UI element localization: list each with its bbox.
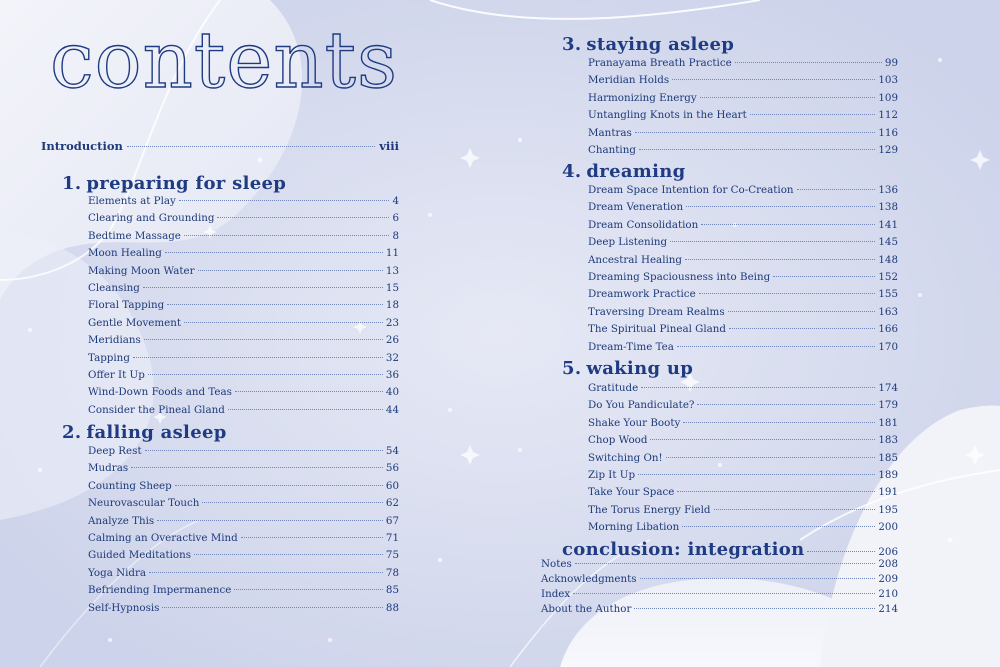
dot-leader [228, 409, 383, 410]
entry-title: Calming an Overactive Mind [88, 531, 238, 544]
dot-leader [641, 387, 875, 388]
back-matter-entries [541, 557, 898, 617]
entry-page: 163 [878, 305, 898, 318]
entry-title: Switching On! [588, 451, 663, 464]
entry-title: Notes [541, 558, 572, 570]
toc-entry[interactable] [88, 402, 399, 419]
toc-entry[interactable] [88, 210, 399, 227]
entry-page: viii [379, 139, 399, 153]
dot-leader [198, 270, 383, 271]
entry-page: 67 [385, 514, 399, 527]
section-entries [588, 55, 898, 159]
toc-entry[interactable] [588, 182, 898, 199]
entry-page: 166 [878, 323, 898, 336]
entry-title: Meridian Holds [588, 74, 670, 87]
toc-entry[interactable] [88, 332, 399, 349]
toc-entry[interactable] [88, 582, 399, 599]
dot-leader [807, 551, 875, 552]
dot-leader [131, 467, 383, 468]
entry-page: 155 [878, 288, 898, 301]
dot-leader [573, 593, 875, 594]
entry-page: 60 [385, 479, 399, 492]
dot-leader [234, 589, 383, 590]
section-title: staying asleep [586, 34, 735, 55]
entry-title: Dream Veneration [588, 201, 684, 214]
section-number: 5. [562, 358, 582, 379]
entry-title: Guided Meditations [88, 549, 192, 562]
entry-title: Neurovascular Touch [88, 497, 200, 510]
entry-title: Gratitude [588, 382, 639, 394]
entry-page: 15 [385, 281, 399, 294]
entry-page: 183 [878, 434, 898, 447]
entry-title: Self-Hypnosis [88, 601, 160, 614]
section-entries [588, 380, 898, 537]
dot-leader [700, 97, 876, 98]
entry-page: 99 [884, 57, 898, 69]
dot-leader [202, 502, 382, 503]
entry-page: 145 [878, 236, 898, 249]
entry-title: Elements at Play [88, 195, 176, 207]
dot-leader [677, 346, 875, 347]
entry-page: 170 [878, 340, 898, 353]
toc-entry[interactable] [588, 234, 898, 251]
entry-page: 13 [385, 264, 399, 277]
toc-entry[interactable] [88, 297, 399, 314]
toc-entry-introduction[interactable] [41, 139, 399, 153]
entry-title: Zip It Up [588, 468, 636, 481]
entry-title: Acknowledgments [541, 573, 637, 585]
entry-page: 32 [385, 351, 399, 364]
dot-leader [133, 357, 383, 358]
entry-page: 4 [392, 195, 399, 207]
dot-leader [666, 457, 876, 458]
toc-entry[interactable] [588, 519, 898, 536]
entry-title: The Torus Energy Field [588, 503, 711, 516]
dot-leader [639, 149, 875, 150]
toc-entry[interactable] [88, 228, 399, 245]
section-entries [588, 182, 898, 356]
dot-leader [797, 189, 876, 190]
entry-title: Traversing Dream Realms [588, 305, 725, 318]
toc-entry[interactable] [88, 600, 399, 617]
entry-page: 56 [385, 462, 399, 475]
entry-page: 116 [878, 126, 898, 139]
dot-leader [184, 322, 383, 323]
toc-entry[interactable] [588, 72, 898, 89]
toc-entry[interactable] [588, 339, 898, 356]
right-page [500, 0, 1000, 667]
entry-title: Introduction [41, 139, 123, 153]
toc-entry[interactable] [88, 478, 399, 495]
entry-page: 185 [878, 451, 898, 464]
toc-entry[interactable] [588, 450, 898, 467]
entry-title: Chanting [588, 143, 636, 156]
entry-title: Deep Rest [88, 445, 142, 457]
toc-entry[interactable] [541, 572, 898, 587]
entry-title: Dreaming Spaciousness into Being [588, 270, 771, 283]
section-number: 3. [562, 34, 582, 55]
entry-title: Shake Your Booty [588, 416, 681, 429]
toc-entry[interactable] [88, 513, 399, 530]
entry-title: Morning Libation [588, 521, 680, 534]
dot-leader [683, 422, 875, 423]
section-entries [88, 443, 399, 617]
section-title: dreaming [586, 161, 686, 182]
dot-leader [714, 509, 876, 510]
entry-title: Dream-Time Tea [588, 340, 674, 353]
dot-leader [699, 293, 876, 294]
toc-entry[interactable] [588, 380, 898, 397]
toc-entry[interactable] [88, 350, 399, 367]
entry-title: Counting Sheep [88, 479, 172, 492]
entry-title: Harmonizing Energy [588, 91, 697, 104]
toc-entry[interactable] [588, 304, 898, 321]
entry-title: Deep Listening [588, 236, 668, 249]
entry-title: About the Author [541, 603, 632, 615]
entry-title: Floral Tapping [88, 299, 165, 312]
entry-page: 26 [385, 334, 399, 347]
entry-title: Making Moon Water [88, 264, 195, 277]
dot-leader [179, 200, 390, 201]
section-heading [562, 360, 693, 378]
dot-leader [672, 79, 875, 80]
dot-leader [640, 578, 876, 579]
dot-leader [728, 311, 876, 312]
toc-entry[interactable] [588, 415, 898, 432]
entry-page: 148 [878, 253, 898, 266]
dot-leader [773, 276, 875, 277]
entry-page: 71 [385, 531, 399, 544]
dot-leader [682, 526, 875, 527]
entry-title: Gentle Movement [88, 316, 182, 329]
entry-page: 174 [878, 382, 898, 394]
page-title: contents [50, 16, 398, 106]
toc-entry[interactable] [88, 263, 399, 280]
entry-page: 138 [878, 201, 898, 214]
section-title: preparing for sleep [86, 173, 287, 194]
entry-title: Ancestral Healing [588, 253, 682, 266]
section-heading [62, 424, 227, 442]
toc-entry[interactable] [588, 90, 898, 107]
entry-page: 214 [878, 603, 898, 615]
dot-leader [143, 287, 383, 288]
toc-entry[interactable] [541, 602, 898, 617]
entry-title: Dreamwork Practice [588, 288, 696, 301]
dot-leader [167, 304, 383, 305]
entry-page: 206 [878, 546, 898, 558]
entry-page: 210 [878, 588, 898, 600]
toc-entry[interactable] [88, 384, 399, 401]
toc-entry[interactable] [588, 502, 898, 519]
dot-leader [697, 404, 875, 405]
dot-leader [162, 607, 382, 608]
dot-leader [144, 339, 383, 340]
entry-page: 6 [392, 212, 399, 225]
entry-title: Mantras [588, 126, 632, 139]
entry-page: 88 [385, 601, 399, 614]
toc-entry[interactable] [588, 55, 898, 72]
toc-entry[interactable] [88, 193, 399, 210]
dot-leader [165, 252, 383, 253]
entry-title: Offer It Up [88, 368, 145, 381]
dot-leader [686, 206, 875, 207]
entry-title: Take Your Space [588, 486, 675, 499]
entry-title: Chop Wood [588, 434, 648, 447]
toc-entry[interactable] [588, 321, 898, 338]
entry-page: 181 [878, 416, 898, 429]
section-heading [62, 175, 286, 193]
dot-leader [194, 554, 383, 555]
entry-title: Analyze This [88, 514, 155, 527]
toc-entry[interactable] [588, 269, 898, 286]
dot-leader [217, 217, 389, 218]
entry-page: 208 [878, 558, 898, 570]
entry-page: 75 [385, 549, 399, 562]
entry-title: The Spiritual Pineal Gland [588, 323, 727, 336]
entry-page: 112 [878, 109, 898, 122]
toc-entry[interactable] [588, 217, 898, 234]
dot-leader [635, 132, 876, 133]
entry-title: Yoga Nidra [88, 566, 147, 579]
entry-title: Dream Space Intention for Co-Creation [588, 184, 794, 196]
entry-page: 129 [878, 143, 898, 156]
dot-leader [729, 328, 875, 329]
entry-page: 141 [878, 218, 898, 231]
entry-page: 85 [385, 584, 399, 597]
entry-title: Untangling Knots in the Heart [588, 109, 747, 122]
dot-leader [149, 572, 383, 573]
toc-entry[interactable] [88, 245, 399, 262]
toc-entry[interactable] [88, 443, 399, 460]
toc-entry[interactable] [588, 286, 898, 303]
entry-title: Index [541, 588, 571, 600]
toc-entry[interactable] [88, 315, 399, 332]
entry-title: Wind-Down Foods and Teas [88, 386, 232, 399]
dot-leader [685, 259, 875, 260]
dot-leader [575, 563, 876, 564]
dot-leader [241, 537, 383, 538]
dot-leader [638, 474, 875, 475]
section-number: 4. [562, 161, 582, 182]
entry-title: Tapping [88, 351, 130, 364]
entry-title: Cleansing [88, 281, 140, 294]
toc-entry[interactable] [541, 587, 898, 602]
dot-leader [127, 146, 375, 147]
dot-leader [670, 241, 875, 242]
toc-entry[interactable] [88, 547, 399, 564]
entry-page: 62 [385, 497, 399, 510]
toc-entry[interactable] [588, 397, 898, 414]
section-heading [562, 163, 686, 181]
dot-leader [677, 491, 875, 492]
entry-page: 191 [878, 486, 898, 499]
dot-leader [175, 485, 383, 486]
toc-entry[interactable] [588, 467, 898, 484]
dot-leader [650, 439, 875, 440]
toc-entry[interactable] [88, 530, 399, 547]
section-title: falling asleep [86, 422, 227, 443]
dot-leader [157, 520, 383, 521]
entry-title: Consider the Pineal Gland [88, 403, 225, 416]
dot-leader [235, 391, 383, 392]
entry-page: 36 [385, 368, 399, 381]
toc-entry[interactable] [588, 484, 898, 501]
entry-title: Dream Consolidation [588, 218, 699, 231]
toc-entry[interactable] [588, 252, 898, 269]
entry-title: Do You Pandiculate? [588, 399, 695, 412]
toc-entry[interactable] [88, 367, 399, 384]
entry-page: 152 [878, 270, 898, 283]
dot-leader [735, 62, 882, 63]
entry-page: 189 [878, 468, 898, 481]
entry-page: 54 [385, 445, 399, 457]
section-number: 1. [62, 173, 82, 194]
section-heading [562, 36, 734, 54]
dot-leader [701, 224, 875, 225]
dot-leader [184, 235, 390, 236]
entry-page: 78 [385, 566, 399, 579]
entry-page: 109 [878, 91, 898, 104]
entry-title: Bedtime Massage [88, 229, 181, 242]
entry-page: 179 [878, 399, 898, 412]
entry-title: Meridians [88, 334, 141, 347]
toc-entry[interactable] [588, 107, 898, 124]
entry-page: 195 [878, 503, 898, 516]
entry-page: 136 [878, 184, 898, 196]
section-entries [88, 193, 399, 419]
entry-page: 200 [878, 521, 898, 534]
entry-page: 103 [878, 74, 898, 87]
entry-page: 11 [385, 247, 399, 260]
section-number: 2. [62, 422, 82, 443]
toc-entry[interactable] [588, 199, 898, 216]
dot-leader [634, 608, 875, 609]
dot-leader [145, 450, 383, 451]
entry-title: Moon Healing [88, 247, 162, 260]
toc-entry[interactable] [588, 432, 898, 449]
toc-entry[interactable] [88, 460, 399, 477]
entry-title: Clearing and Grounding [88, 212, 215, 225]
entry-page: 18 [385, 299, 399, 312]
entry-title: Pranayama Breath Practice [588, 57, 732, 69]
entry-page: 40 [385, 386, 399, 399]
conclusion-title: conclusion: integration [562, 539, 805, 560]
toc-entry[interactable] [588, 142, 898, 159]
entry-page: 23 [385, 316, 399, 329]
entry-page: 8 [392, 229, 399, 242]
dot-leader [148, 374, 383, 375]
section-title: waking up [586, 358, 694, 379]
toc-entry[interactable] [88, 565, 399, 582]
toc-entry[interactable] [88, 280, 399, 297]
toc-entry[interactable] [588, 125, 898, 142]
entry-page: 44 [385, 403, 399, 416]
entry-page: 209 [878, 573, 898, 585]
dot-leader [750, 114, 876, 115]
entry-title: Befriending Impermanence [88, 584, 232, 597]
entry-title: Mudras [88, 462, 129, 475]
toc-entry[interactable] [88, 495, 399, 512]
toc-entry[interactable] [541, 557, 898, 572]
